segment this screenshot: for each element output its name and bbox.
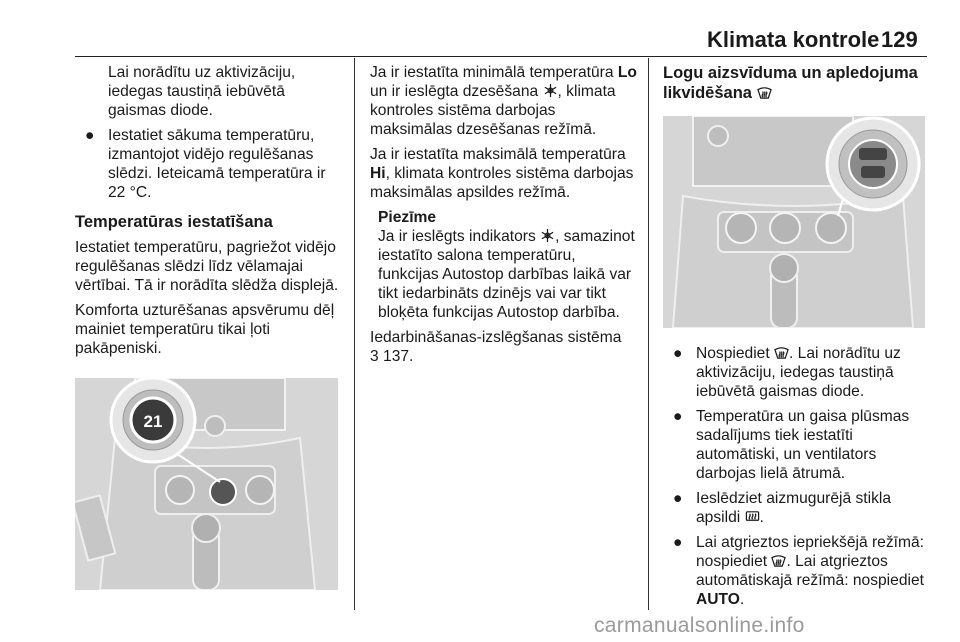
list-item <box>663 533 928 609</box>
continued-text: Lai norādītu uz aktivizāciju, iedegas taustiņā iebūvētā gaismas diode. <box>108 64 296 119</box>
text-fragment: Lai atgrieztos iepriekšējā režīmā: nospiediet <box>696 534 924 570</box>
list-item <box>75 126 345 202</box>
paragraph: Iestatiet temperatūru, pagriežot vidējo regulēšanas slēdzi līdz vēlamajai vērtībai. Tā ir norādīta slēdža displejā. <box>75 239 339 294</box>
windscreen-defrost-icon <box>771 553 786 568</box>
section-heading <box>663 63 928 103</box>
bullet-marker: ● <box>85 127 95 144</box>
page-number: 129 <box>881 27 918 52</box>
header-rule <box>75 56 927 57</box>
snowflake-cooling-icon <box>540 228 555 243</box>
bullet-marker: ● <box>673 345 683 362</box>
bullet-marker: ● <box>673 490 683 507</box>
column-1 <box>75 63 345 364</box>
text-fragment: , samazinot iestatīto salona temperatūru, funkcijas Autostop darbības laikā var tikt iedarbināts dzinējs vai var tikt bloķēta funkcijas Autostop darbība. <box>378 228 635 321</box>
column-2 <box>370 63 640 372</box>
page-reference[interactable]: 137. <box>378 348 414 365</box>
text-fragment: un ir ieslēgta dzesēšana <box>370 83 543 100</box>
list-item-text: Iestatiet sākuma temperatūru, izmantojot vidējo regulēšanas slēdzi. Ieteicamā temperatūra ir 22 °C. <box>108 127 326 201</box>
section-heading: Temperatūras iestatīšana <box>75 213 273 231</box>
list-item <box>663 344 928 401</box>
paragraph-hi <box>370 145 640 202</box>
note-text <box>378 227 640 322</box>
paragraph-lo <box>370 63 640 139</box>
page-reference-arrow: 3 <box>370 348 379 365</box>
text-fragment: , klimata kontroles sistēma darbojas maksimālas dzesēšanas režīmā. <box>370 83 616 138</box>
watermark: carmanualsonline.info <box>594 614 805 637</box>
temperature-display: 21 <box>143 412 163 431</box>
dashboard-drawing <box>663 116 925 328</box>
page-header <box>0 0 960 60</box>
column-divider-2 <box>648 58 649 610</box>
auto-label: AUTO <box>696 591 740 608</box>
lo-label: Lo <box>617 64 637 81</box>
text-fragment: Ja ir ieslēgts indikators <box>378 228 541 245</box>
windscreen-defrost-icon <box>774 345 789 360</box>
section-heading-text: Logu aizsvīduma un apledojuma likvidēšana <box>663 64 918 102</box>
column-3 <box>663 63 928 109</box>
list-item <box>663 407 928 483</box>
windscreen-defrost-icon <box>757 85 772 100</box>
text-fragment: . <box>759 509 764 526</box>
dashboard-drawing <box>75 378 338 590</box>
bullet-marker: ● <box>673 408 683 425</box>
text-fragment: Ieslēdziet aizmugurējā stikla apsildi <box>696 490 892 526</box>
text-fragment: . Lai atgrieztos automātiskajā režīmā: nospiediet <box>696 553 924 589</box>
list-item-text: Temperatūra un gaisa plūsmas sadalījums tiek iestatīti automātiski, un ventilators darbojas lielā ātrumā. <box>696 408 910 482</box>
page-title: Klimata kontrole <box>707 27 880 52</box>
text-fragment: Ja ir iestatīta minimālā temperatūra <box>370 64 614 81</box>
text-fragment: Ja ir iestatīta maksimālā temperatūra <box>370 146 626 163</box>
paragraph: Komforta uzturēšanas apsvērumu dēļ mainiet temperatūru tikai ļoti pakāpeniski. <box>75 302 335 357</box>
dashboard-illustration-defrost <box>663 116 925 328</box>
column-3-list <box>663 344 928 615</box>
list-item <box>663 489 928 527</box>
paragraph-reference <box>370 328 640 366</box>
text-fragment: Iedarbināšanas-izslēgšanas sistēma <box>370 329 622 346</box>
snowflake-cooling-icon <box>543 83 558 98</box>
note-title: Piezīme <box>378 209 437 226</box>
text-fragment: , klimata kontroles sistēma darbojas maksimālas apsildes režīmā. <box>370 165 634 201</box>
hi-label: Hi <box>370 165 386 182</box>
text-fragment: . Lai norādītu uz aktivizāciju, iedegas taustiņā iebūvētā gaismas diode. <box>696 345 901 400</box>
text-fragment: Nospiediet <box>696 345 775 362</box>
dashboard-illustration-temperature <box>75 378 338 590</box>
note-box <box>370 208 640 322</box>
text-fragment: . <box>739 591 745 608</box>
rear-window-heating-icon <box>745 509 760 524</box>
column-divider-1 <box>354 58 355 610</box>
bullet-marker: ● <box>673 534 683 551</box>
